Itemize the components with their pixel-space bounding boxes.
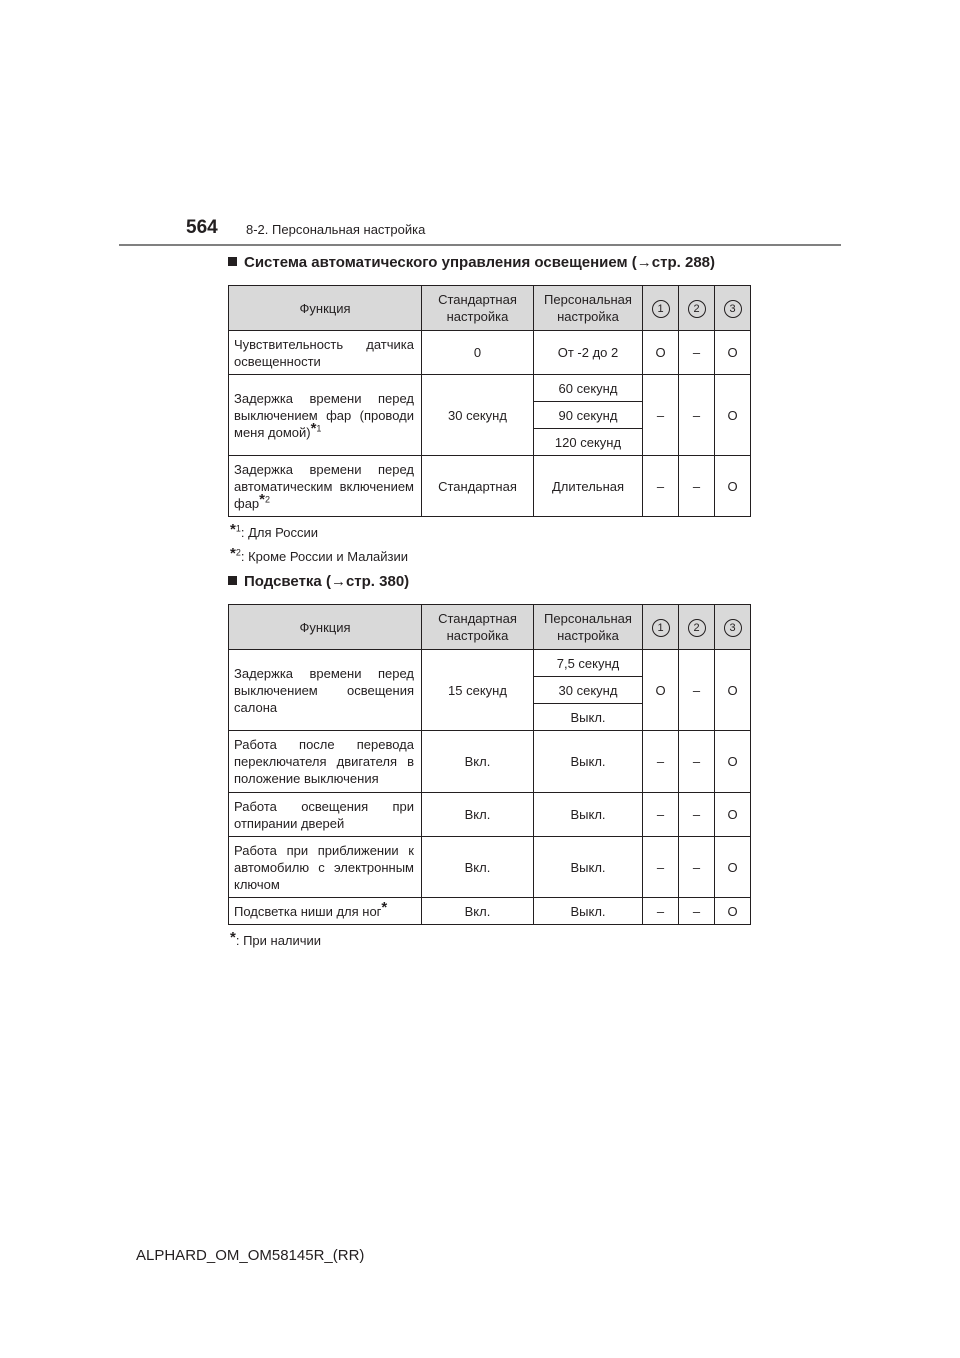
- table-row: [229, 331, 751, 375]
- default-cell: 15 секунд: [422, 650, 534, 731]
- method-2-cell: –: [679, 898, 715, 925]
- default-cell: Вкл.: [422, 898, 534, 925]
- section-title: 8-2. Персональная настройка: [246, 222, 426, 237]
- function-cell: Чувствительность датчика освещенности: [229, 331, 422, 375]
- function-cell: Подсветка ниши для ног*: [229, 898, 422, 925]
- method-2-cell: –: [679, 456, 715, 517]
- heading-auto-light-control: Система автоматического управления освещением (→стр. 288): [228, 254, 715, 271]
- custom-cell: 7,5 секунд: [534, 650, 643, 677]
- custom-cell: От -2 до 2: [534, 331, 643, 375]
- custom-cell: 30 секунд: [534, 677, 643, 704]
- default-cell: Вкл.: [422, 793, 534, 837]
- column-header-method-3: [715, 286, 751, 331]
- column-header-method-3: [715, 605, 751, 650]
- method-2-cell: –: [679, 837, 715, 898]
- footnote-2: *$^2$: Кроме России и Малайзии: [230, 545, 408, 564]
- function-cell: Задержка времени перед выключением фар (проводи меня домой)*$^1$: [229, 375, 422, 456]
- table-row: [229, 456, 751, 517]
- column-header-function: Функция: [229, 605, 422, 650]
- method-1-cell: –: [643, 375, 679, 456]
- method-3-cell: O: [715, 793, 751, 837]
- default-cell: 0: [422, 331, 534, 375]
- illumination-table: [228, 604, 751, 925]
- custom-cell: 90 секунд: [534, 402, 643, 429]
- method-2-cell: –: [679, 731, 715, 793]
- method-3-cell: O: [715, 650, 751, 731]
- table-row: [229, 837, 751, 898]
- default-cell: Вкл.: [422, 837, 534, 898]
- method-2-cell: –: [679, 793, 715, 837]
- custom-cell: Выкл.: [534, 898, 643, 925]
- custom-cell: 120 секунд: [534, 429, 643, 456]
- footnote-marker: *: [310, 419, 317, 437]
- method-3-cell: O: [715, 898, 751, 925]
- method-3-cell: O: [715, 837, 751, 898]
- footnote-1: *$^1$: Для России: [230, 521, 318, 540]
- square-bullet-icon: [228, 257, 237, 266]
- table-row: [229, 375, 751, 402]
- circled-1-icon: 1: [652, 300, 670, 318]
- method-3-cell: O: [715, 456, 751, 517]
- page-number: 564: [186, 217, 218, 238]
- document-code: ALPHARD_OM_OM58145R_(RR): [136, 1247, 365, 1264]
- method-3-cell: O: [715, 375, 751, 456]
- circled-2-icon: 2: [688, 300, 706, 318]
- table-header-row: [229, 605, 751, 650]
- method-1-cell: –: [643, 837, 679, 898]
- table-header-row: [229, 286, 751, 331]
- custom-cell: Выкл.: [534, 793, 643, 837]
- method-1-cell: O: [643, 650, 679, 731]
- footnote-marker: *: [259, 490, 265, 508]
- table-row: [229, 650, 751, 677]
- method-1-cell: –: [643, 793, 679, 837]
- method-2-cell: –: [679, 375, 715, 456]
- column-header-method-1: [643, 605, 679, 650]
- method-1-cell: O: [643, 331, 679, 375]
- method-2-cell: –: [679, 331, 715, 375]
- function-cell: Работа после перевода переключателя двигателя в положение выключения: [229, 731, 422, 793]
- function-cell: Работа при приближении к автомобилю с электронным ключом: [229, 837, 422, 898]
- column-header-method-2: [679, 605, 715, 650]
- auto-light-table: [228, 285, 751, 517]
- method-1-cell: –: [643, 456, 679, 517]
- header-divider: [119, 244, 841, 246]
- circled-2-icon: 2: [688, 619, 706, 637]
- custom-cell: Выкл.: [534, 837, 643, 898]
- column-header-method-2: [679, 286, 715, 331]
- method-3-cell: O: [715, 331, 751, 375]
- method-2-cell: –: [679, 650, 715, 731]
- page-reference[interactable]: стр. 288): [651, 254, 716, 271]
- default-cell: Стандартная: [422, 456, 534, 517]
- function-cell: Работа освещения при отпирании дверей: [229, 793, 422, 837]
- column-header-function: Функция: [229, 286, 422, 331]
- table-row: [229, 731, 751, 793]
- function-cell: Задержка времени перед выключением освещения салона: [229, 650, 422, 731]
- default-cell: Вкл.: [422, 731, 534, 793]
- column-header-custom: Персональная настройка: [534, 286, 643, 331]
- footnote-marker: *: [381, 898, 388, 916]
- column-header-custom: Персональная настройка: [534, 605, 643, 650]
- custom-cell: Выкл.: [534, 704, 643, 731]
- footnote-availability: *: При наличии: [230, 929, 322, 948]
- method-1-cell: –: [643, 898, 679, 925]
- column-header-default: Стандартная настройка: [422, 286, 534, 331]
- heading-illumination: Подсветка (→стр. 380): [228, 573, 409, 590]
- circled-3-icon: 3: [724, 300, 742, 318]
- custom-cell: 60 секунд: [534, 375, 643, 402]
- custom-cell: Выкл.: [534, 731, 643, 793]
- page-reference[interactable]: стр. 380): [345, 573, 410, 590]
- square-bullet-icon: [228, 576, 237, 585]
- column-header-method-1: [643, 286, 679, 331]
- arrow-icon: →: [636, 254, 652, 271]
- column-header-default: Стандартная настройка: [422, 605, 534, 650]
- arrow-icon: →: [330, 573, 346, 590]
- custom-cell: Длительная: [534, 456, 643, 517]
- circled-3-icon: 3: [724, 619, 742, 637]
- table-row: [229, 898, 751, 925]
- function-cell: Задержка времени перед автоматическим включением фар*$^2$: [229, 456, 422, 517]
- table-row: [229, 793, 751, 837]
- circled-1-icon: 1: [652, 619, 670, 637]
- method-1-cell: –: [643, 731, 679, 793]
- default-cell: 30 секунд: [422, 375, 534, 456]
- method-3-cell: O: [715, 731, 751, 793]
